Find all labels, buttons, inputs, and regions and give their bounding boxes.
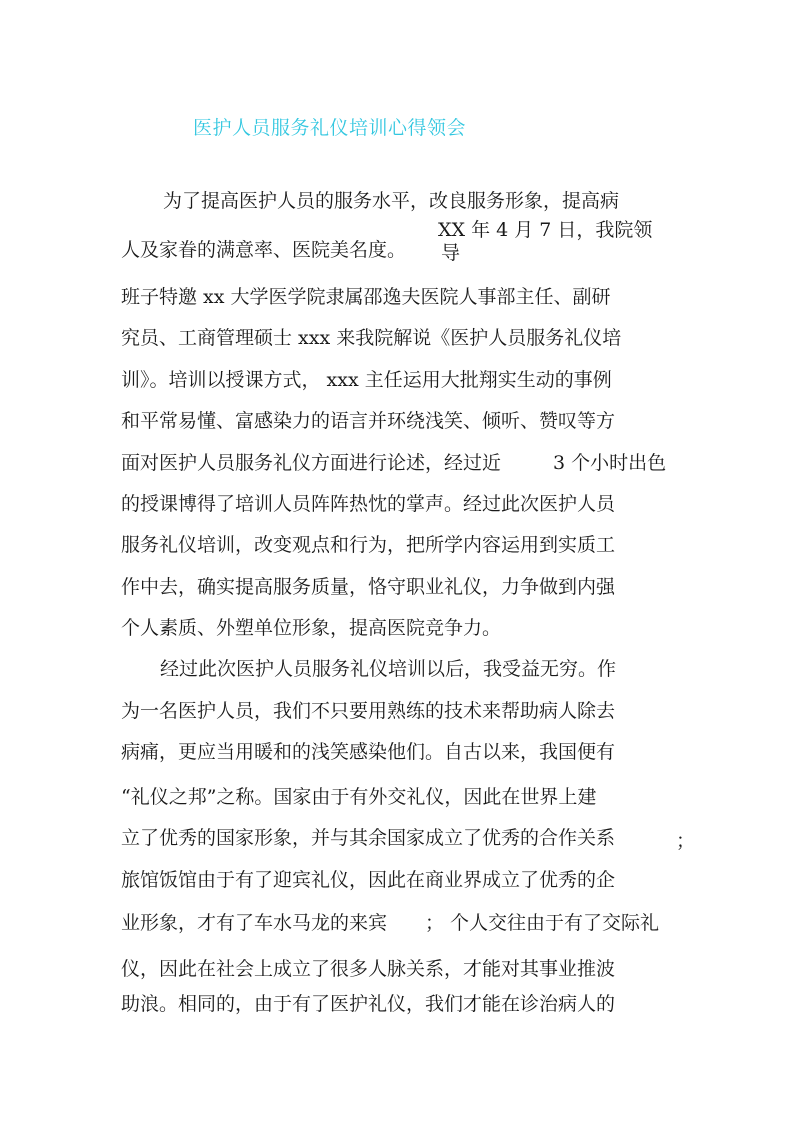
text-line: 究员、工商管理硕士 xxx 来我院解说《医护人员服务礼仪培 [121,327,622,349]
text-line: 作中去，确实提高服务质量，恪守职业礼仪，力争做到内强 [121,576,616,598]
document-title: 医护人员服务礼仪培训心得领会 [193,117,467,139]
text-line: 经过此次医护人员服务礼仪培训以后，我受益无穷。作 [160,658,617,680]
text-line: ； [676,830,696,852]
text-line: 3 个小时出色 [553,452,667,474]
text-line: XX 年 4 月 7 日，我院领 [438,219,653,241]
text-line: 为了提高医护人员的服务水平，改良服务形象，提高病 [163,190,620,212]
text-line: 病痛，更应当用暖和的浅笑感染他们。自古以来，我国便有 [121,741,616,763]
text-line: 人及家眷的满意率、医院美名度。 [121,239,407,261]
text-line: 的授课博得了培训人员阵阵热忱的掌声。经过此次医护人员 [121,493,616,515]
text-line: 服务礼仪培训，改变观点和行为，把所学内容运用到实质工 [121,534,616,556]
text-line: 仪，因此在社会上成立了很多人脉关系，才能对其事业推波 [121,958,616,980]
text-line: 助浪。相同的，由于有了医护礼仪，我们才能在诊治病人的 [121,993,616,1015]
text-line: 和平常易懂、富感染力的语言并环绕浅笑、倾听、赞叹等方 [121,410,616,432]
text-line: 训》。培训以授课方式， xxx 主任运用大批翔实生动的事例 [121,369,612,391]
text-line: 导 [441,242,461,264]
text-line: ； 个人交往由于有了交际礼 [425,912,660,934]
text-line: 业形象，才有了车水马龙的来宾 [121,912,388,934]
text-line: 面对医护人员服务礼仪方面进行论述，经过近 [121,452,502,474]
text-line: 为一名医护人员，我们不只要用熟练的技术来帮助病人除去 [121,700,616,722]
text-line: 立了优秀的国家形象，并与其余国家成立了优秀的合作关系 [121,827,616,849]
text-line: “礼仪之邦”之称。国家由于有外交礼仪，因此在世界上建 [121,786,597,808]
text-line: 班子特邀 xx 大学医学院隶属邵逸夫医院人事部主任、副研 [121,286,611,308]
text-line: 旅馆饭馆由于有了迎宾礼仪，因此在商业界成立了优秀的企 [121,869,616,891]
text-line: 个人素质、外塑单位形象，提高医院竞争力。 [121,617,502,639]
